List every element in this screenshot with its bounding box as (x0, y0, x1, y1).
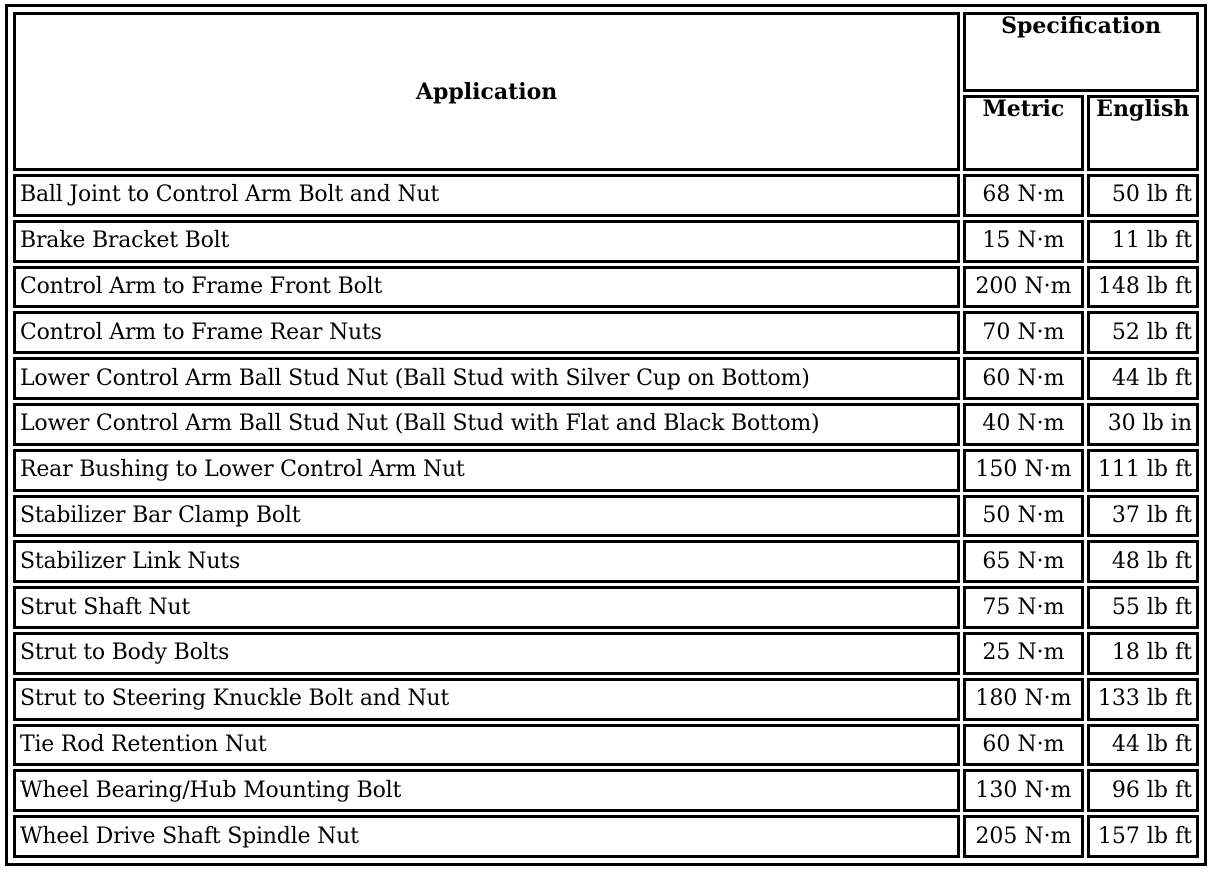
table-body (13, 174, 1199, 858)
english-cell: 30 lb in (1087, 403, 1199, 446)
application-cell: Strut to Body Bolts (13, 632, 960, 675)
metric-cell: 40 N·m (963, 403, 1083, 446)
english-cell: 55 lb ft (1087, 586, 1199, 629)
english-cell: 18 lb ft (1087, 632, 1199, 675)
english-cell: 133 lb ft (1087, 678, 1199, 721)
spec-table-frame (5, 4, 1207, 866)
english-cell: 44 lb ft (1087, 724, 1199, 767)
application-cell: Ball Joint to Control Arm Bolt and Nut (13, 174, 960, 217)
table-row (13, 815, 1199, 858)
application-header: Application (13, 12, 960, 171)
metric-header: Metric (963, 95, 1083, 171)
application-cell: Tie Rod Retention Nut (13, 724, 960, 767)
table-row (13, 495, 1199, 538)
application-cell: Stabilizer Bar Clamp Bolt (13, 495, 960, 538)
application-cell: Wheel Drive Shaft Spindle Nut (13, 815, 960, 858)
metric-cell: 75 N·m (963, 586, 1083, 629)
metric-cell: 68 N·m (963, 174, 1083, 217)
english-cell: 50 lb ft (1087, 174, 1199, 217)
english-cell: 52 lb ft (1087, 311, 1199, 354)
application-cell: Wheel Bearing/Hub Mounting Bolt (13, 769, 960, 812)
application-cell: Control Arm to Frame Front Bolt (13, 266, 960, 309)
table-row (13, 632, 1199, 675)
english-cell: 148 lb ft (1087, 266, 1199, 309)
table-row (13, 266, 1199, 309)
english-cell: 111 lb ft (1087, 449, 1199, 492)
metric-cell: 200 N·m (963, 266, 1083, 309)
metric-cell: 130 N·m (963, 769, 1083, 812)
english-cell: 37 lb ft (1087, 495, 1199, 538)
specification-header: Specification (963, 12, 1199, 92)
table-row (13, 678, 1199, 721)
application-cell: Stabilizer Link Nuts (13, 540, 960, 583)
table-row (13, 174, 1199, 217)
table-row (13, 724, 1199, 767)
table-row (13, 540, 1199, 583)
table-row (13, 311, 1199, 354)
application-cell: Control Arm to Frame Rear Nuts (13, 311, 960, 354)
metric-cell: 50 N·m (963, 495, 1083, 538)
metric-cell: 65 N·m (963, 540, 1083, 583)
table-row (13, 220, 1199, 263)
metric-cell: 70 N·m (963, 311, 1083, 354)
metric-cell: 15 N·m (963, 220, 1083, 263)
metric-cell: 60 N·m (963, 724, 1083, 767)
table-row (13, 403, 1199, 446)
application-cell: Brake Bracket Bolt (13, 220, 960, 263)
table-row (13, 449, 1199, 492)
english-cell: 48 lb ft (1087, 540, 1199, 583)
application-cell: Strut Shaft Nut (13, 586, 960, 629)
english-cell: 44 lb ft (1087, 357, 1199, 400)
table-row (13, 769, 1199, 812)
english-cell: 157 lb ft (1087, 815, 1199, 858)
table-row (13, 357, 1199, 400)
metric-cell: 25 N·m (963, 632, 1083, 675)
english-cell: 96 lb ft (1087, 769, 1199, 812)
metric-cell: 150 N·m (963, 449, 1083, 492)
english-header: English (1087, 95, 1199, 171)
metric-cell: 205 N·m (963, 815, 1083, 858)
application-cell: Rear Bushing to Lower Control Arm Nut (13, 449, 960, 492)
metric-cell: 180 N·m (963, 678, 1083, 721)
table-row (13, 586, 1199, 629)
torque-spec-table (10, 9, 1202, 861)
application-cell: Lower Control Arm Ball Stud Nut (Ball Stud with Silver Cup on Bottom) (13, 357, 960, 400)
metric-cell: 60 N·m (963, 357, 1083, 400)
application-cell: Strut to Steering Knuckle Bolt and Nut (13, 678, 960, 721)
english-cell: 11 lb ft (1087, 220, 1199, 263)
application-cell: Lower Control Arm Ball Stud Nut (Ball Stud with Flat and Black Bottom) (13, 403, 960, 446)
